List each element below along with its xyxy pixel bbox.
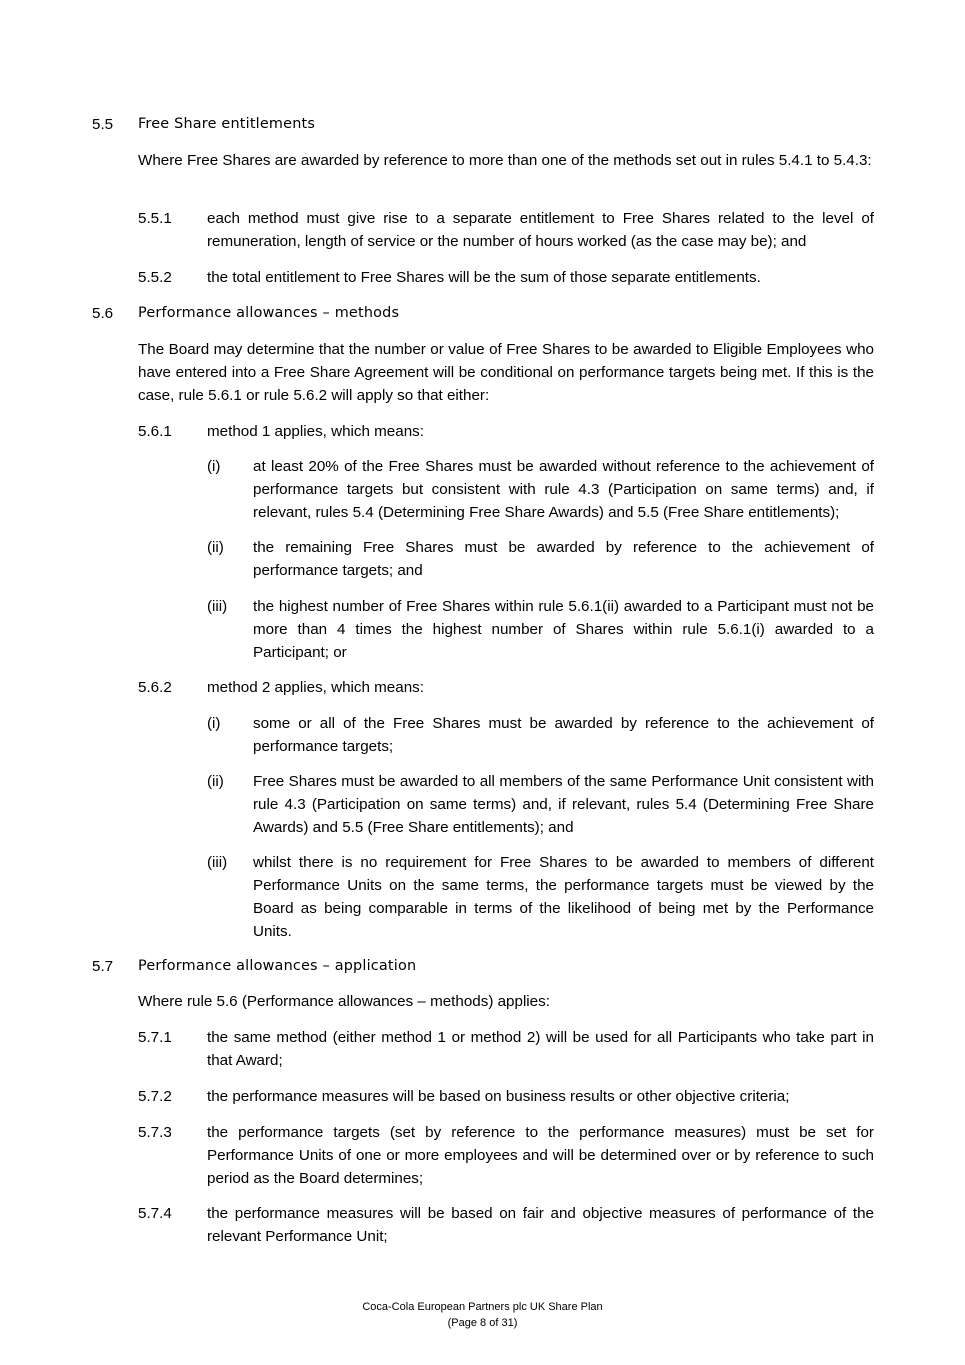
subclause-number: (ii) bbox=[207, 773, 224, 790]
clause-text: the performance measures will be based on fair and objective measures of performance of the relevant Performance Unit; bbox=[207, 1205, 874, 1245]
section-number: 5.7 bbox=[92, 958, 114, 975]
clause-text: the performance targets (set by reference to the performance measures) must be set for Performance Units of one or more employees and will be determined over or by reference to such period as the Board determines; bbox=[207, 1124, 874, 1187]
subclause-text: whilst there is no requirement for Free Shares to be awarded to members of different Performance Units on the same terms, the performance targets must be viewed by the Board as being comparable in terms of the likelihood of being met by the Performance Units. bbox=[253, 854, 874, 940]
clause-text: method 1 applies, which means: bbox=[207, 423, 424, 440]
subclause-number: (i) bbox=[207, 715, 221, 732]
clause-number: 5.6.1 bbox=[138, 423, 172, 440]
clause-number: 5.7.4 bbox=[138, 1205, 172, 1222]
subclause-number: (ii) bbox=[207, 539, 224, 556]
clause-number: 5.7.3 bbox=[138, 1124, 172, 1141]
clause-text: the total entitlement to Free Shares will be the sum of those separate entitlements. bbox=[207, 269, 761, 286]
section-intro: Where Free Shares are awarded by reference to more than one of the methods set out in rules 5.4.1 to 5.4.3: bbox=[138, 152, 872, 169]
clause-number: 5.7.1 bbox=[138, 1029, 172, 1046]
clause-number: 5.6.2 bbox=[138, 679, 172, 696]
clause-number: 5.7.2 bbox=[138, 1088, 172, 1105]
section-number: 5.6 bbox=[92, 305, 114, 322]
subclause-text: the remaining Free Shares must be awarded by reference to the achievement of performance targets; and bbox=[253, 539, 874, 579]
clause-text: method 2 applies, which means: bbox=[207, 679, 424, 696]
clause-text: each method must give rise to a separate entitlement to Free Shares related to the level of remuneration, length of service or the number of hours worked (as the case may be); and bbox=[207, 210, 874, 250]
section-number: 5.5 bbox=[92, 116, 114, 133]
clause-text: the performance measures will be based on business results or other objective criteria; bbox=[207, 1088, 790, 1105]
subclause-number: (i) bbox=[207, 458, 221, 475]
clause-number: 5.5.2 bbox=[138, 269, 172, 286]
subclause-number: (iii) bbox=[207, 854, 228, 871]
subclause-text: the highest number of Free Shares within rule 5.6.1(ii) awarded to a Participant must not be more than 4 times the highest number of Shares within rule 5.6.1(i) awarded to a Participant; or bbox=[253, 598, 874, 661]
subclause-text: Free Shares must be awarded to all members of the same Performance Unit consistent with rule 4.3 (Participation on same terms) and, if relevant, rules 5.4 (Determining Free Share Awards) and 5.5 (Free Share entitlements); and bbox=[253, 773, 874, 836]
section-intro: The Board may determine that the number or value of Free Shares to be awarded to Eligible Employees who have entered into a Free Share Agreement will be conditional on performance targets being met. If this is the case, rule 5.6.1 or rule 5.6.2 will apply so that either: bbox=[138, 341, 874, 404]
subclause-number: (iii) bbox=[207, 598, 228, 615]
subclause-text: some or all of the Free Shares must be awarded by reference to the achievement of performance targets; bbox=[253, 715, 874, 755]
section-intro: Where rule 5.6 (Performance allowances – methods) applies: bbox=[138, 993, 550, 1010]
subclause-text: at least 20% of the Free Shares must be awarded without reference to the achievement of performance targets but consistent with rule 4.3 (Participation on same terms) and, if relevant, rules 5.4 (Determining Free Share Awards) and 5.5 (Free Share entitlements); bbox=[253, 458, 874, 521]
clause-text: the same method (either method 1 or method 2) will be used for all Participants who take part in that Award; bbox=[207, 1029, 874, 1069]
footer-plan-name: Coca-Cola European Partners plc UK Share Plan bbox=[362, 1301, 603, 1313]
section-heading: Performance allowances – methods bbox=[138, 305, 400, 321]
section-heading: Free Share entitlements bbox=[138, 116, 316, 132]
footer-page-number: (Page 8 of 31) bbox=[447, 1317, 518, 1329]
clause-number: 5.5.1 bbox=[138, 210, 172, 227]
section-heading: Performance allowances – application bbox=[138, 958, 417, 974]
